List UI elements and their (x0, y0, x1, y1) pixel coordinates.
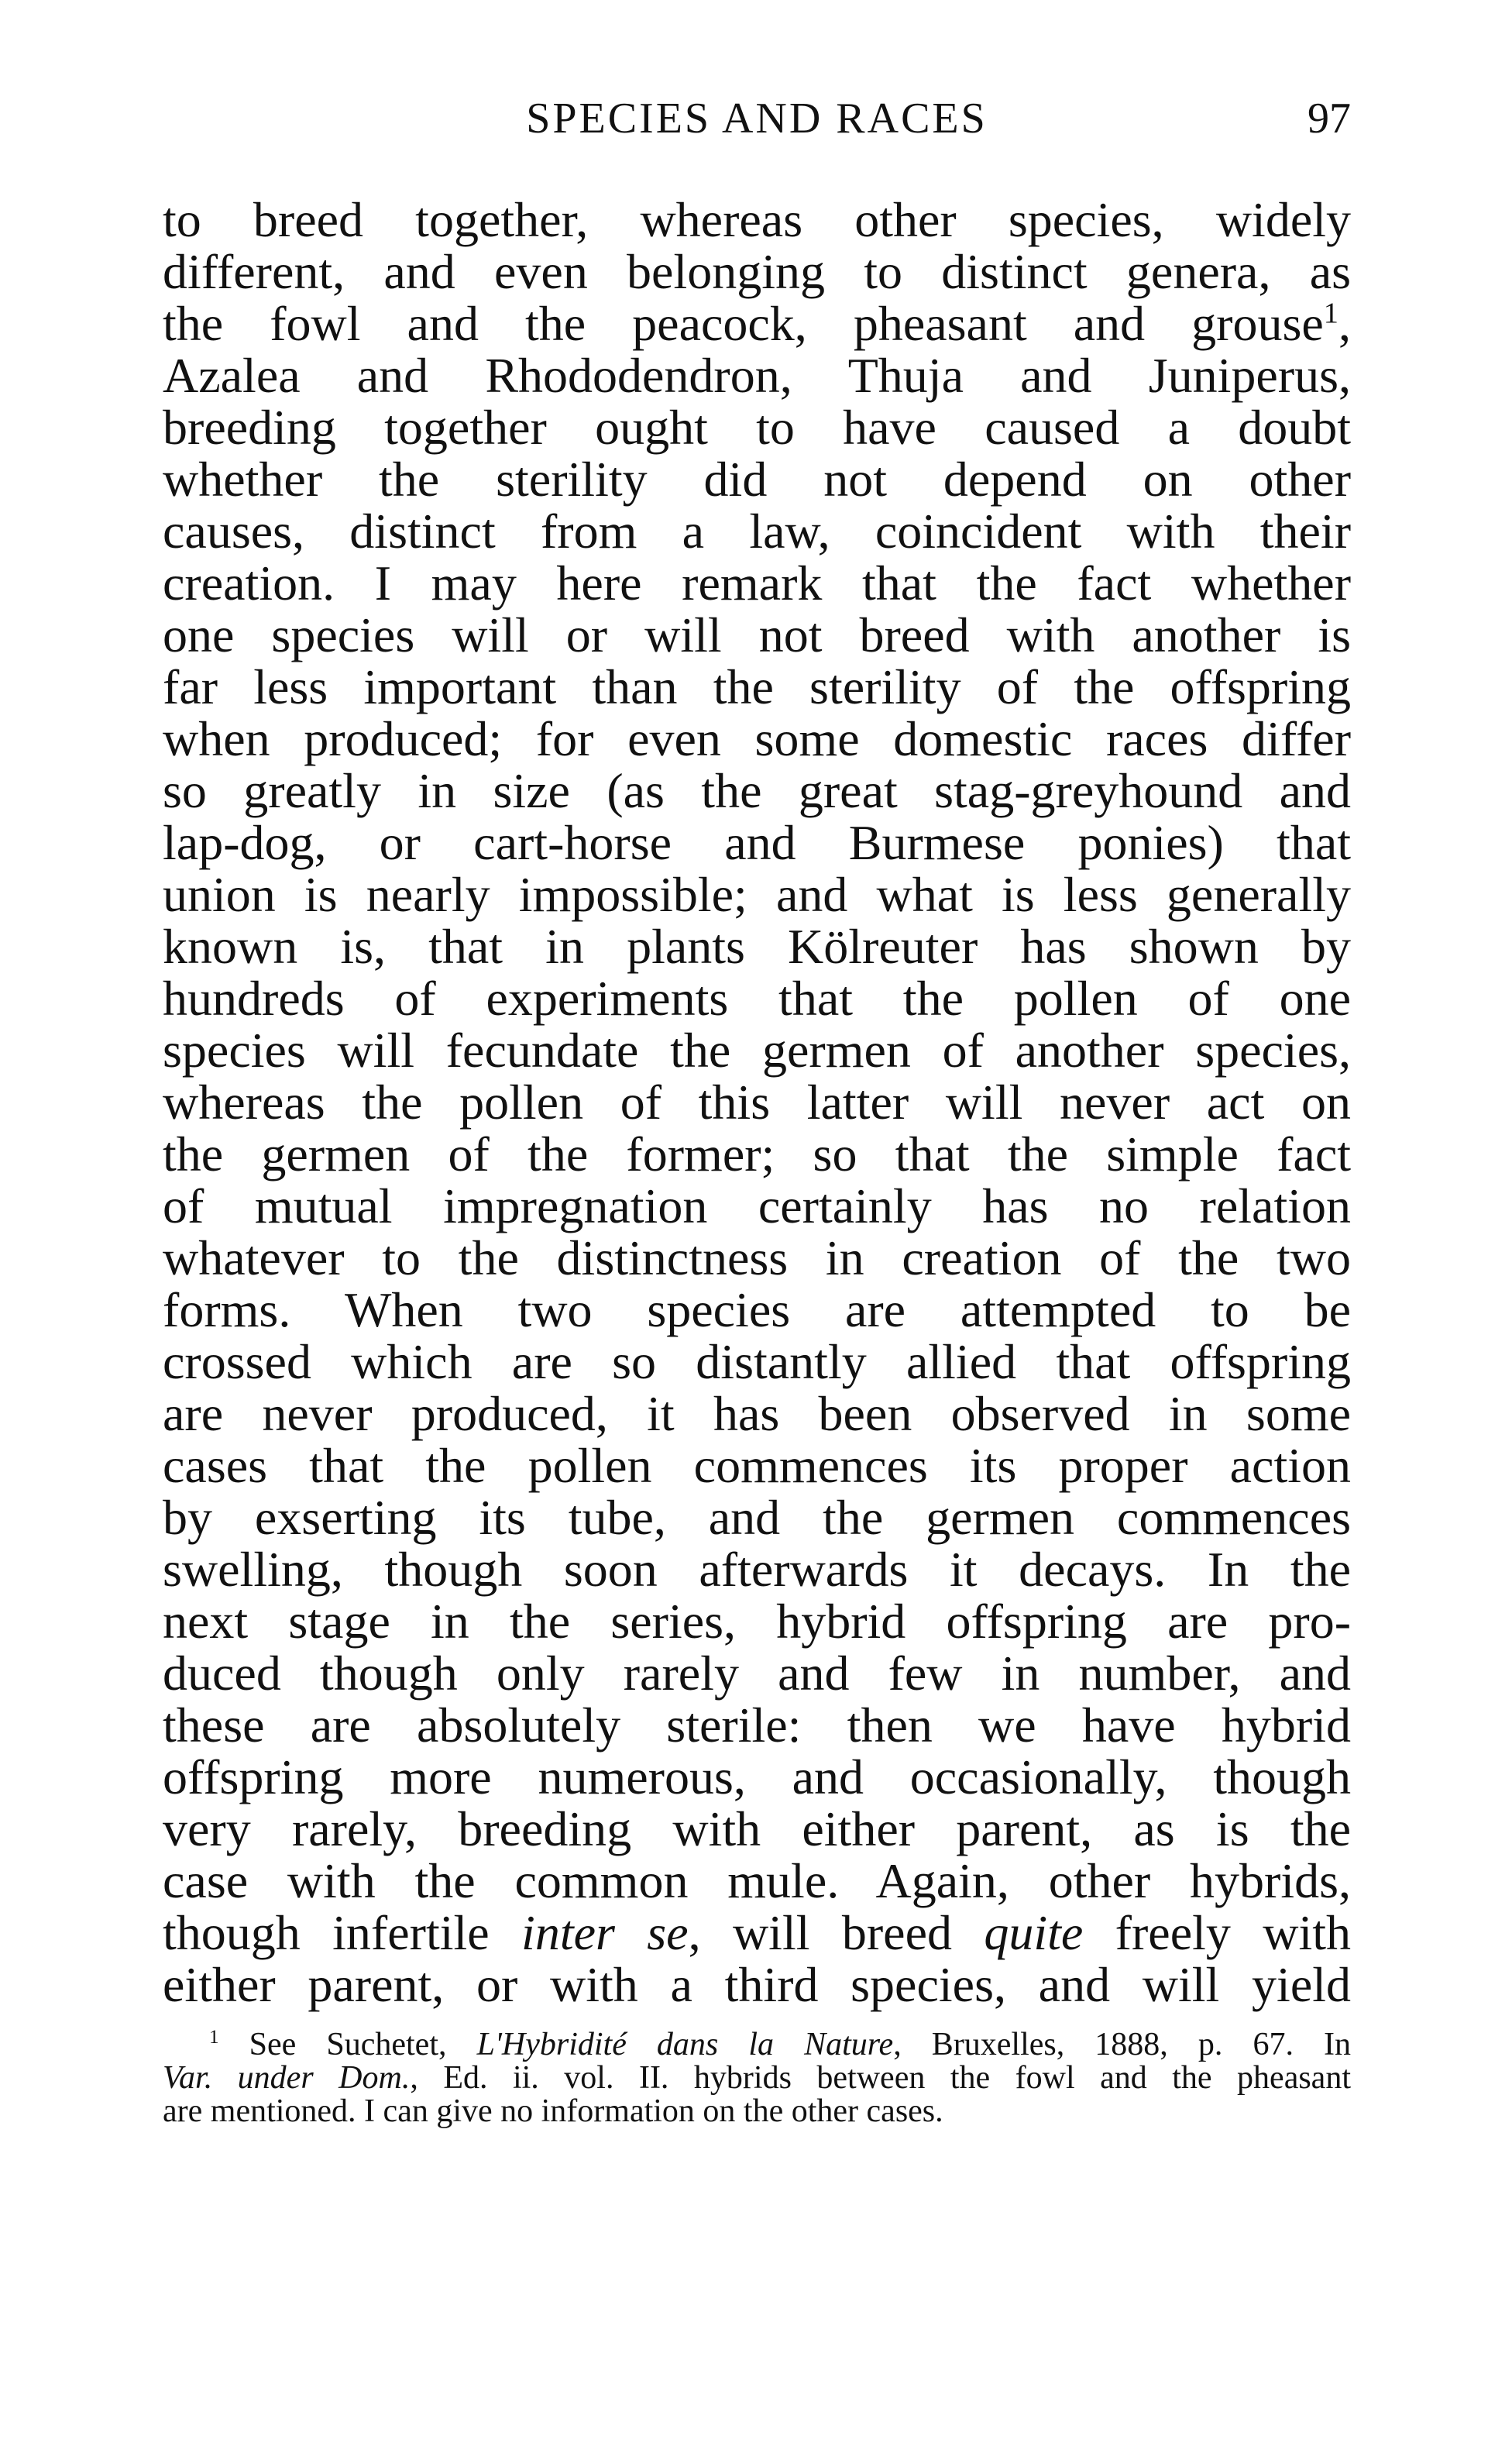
text-line: far less important than the sterility of the offspring (163, 659, 1351, 714)
footnote-line (163, 2062, 1351, 2095)
footnote-ref[interactable]: 1 (1323, 297, 1338, 330)
text-line-with-italics (163, 1907, 1351, 1959)
footnotes (163, 2028, 1351, 2128)
text-line-with-footnote-ref (163, 298, 1351, 349)
text-line: the germen of the former; so that the simple fact (163, 1127, 1351, 1182)
body-text (163, 194, 1351, 2011)
footnote-title: Var. under Dom. (163, 2060, 411, 2096)
text-line: case with the common mule. Again, other hybrids, (163, 1853, 1351, 1908)
text-line: to breed together, whereas other species, widely (163, 192, 1351, 247)
text-line: known is, that in plants Kölreuter has shown by (163, 919, 1351, 974)
running-title: SPECIES AND RACES (526, 95, 988, 143)
italic-phrase: inter se (521, 1905, 689, 1960)
text-line: one species will or will not breed with another is (163, 607, 1351, 662)
text-line: by exserting its tube, and the germen commences (163, 1490, 1351, 1545)
text-line: Azalea and Rhododendron, Thuja and Juniperus, (163, 348, 1351, 403)
text-line: offspring more numerous, and occasionally, though (163, 1749, 1351, 1804)
text-line: causes, distinct from a law, coincident with their (163, 504, 1351, 559)
text-line: when produced; for even some domestic races differ (163, 711, 1351, 766)
text-line: creation. I may here remark that the fact whether (163, 556, 1351, 611)
text-line: species will fecundate the germen of another species, (163, 1023, 1351, 1078)
footnote-marker: 1 (209, 2027, 219, 2048)
text-line: swelling, though soon afterwards it decays. In the (163, 1542, 1351, 1597)
text-line: very rarely, breeding with either parent, as is the (163, 1801, 1351, 1856)
footnote-text: , Bruxelles, 1888, p. 67. In (893, 2027, 1351, 2062)
footnote-title: L'Hybridité dans la Nature (476, 2027, 894, 2062)
footnote-line (163, 2028, 1351, 2062)
running-head (163, 84, 1351, 153)
text-line: next stage in the series, hybrid offspring are pro- (163, 1594, 1351, 1649)
footnote-text: , Ed. ii. vol. II. hybrids between the fowl and the pheasant (410, 2060, 1351, 2096)
text-line: crossed which are so distantly allied that offspring (163, 1334, 1351, 1389)
line-text: freely with (1083, 1905, 1352, 1960)
page-number: 97 (1308, 95, 1351, 143)
text-line: breeding together ought to have caused a doubt (163, 400, 1351, 455)
text-line: of mutual impregnation certainly has no relation (163, 1178, 1351, 1233)
text-line: so greatly in size (as the great stag-greyhound and (163, 763, 1351, 818)
footnote-text: See Suchetet, (218, 2027, 477, 2062)
line-text: the fowl and the peacock, pheasant and grouse (163, 296, 1324, 351)
line-text: , will breed (688, 1905, 985, 1960)
punctuation: , (1338, 296, 1351, 351)
footnote-line: are mentioned. I can give no information on the other cases. (163, 2093, 943, 2129)
text-line: hundreds of experiments that the pollen of one (163, 971, 1351, 1026)
text-line: whereas the pollen of this latter will never act on (163, 1075, 1351, 1130)
text-line: different, and even belonging to distinct genera, as (163, 244, 1351, 299)
text-line: either parent, or with a third species, and will yield (163, 1957, 1351, 2012)
text-line: whatever to the distinctness in creation of the two (163, 1230, 1351, 1285)
text-line: these are absolutely sterile: then we have hybrid (163, 1698, 1351, 1753)
text-line: cases that the pollen commences its proper action (163, 1438, 1351, 1493)
text-line: duced though only rarely and few in number, and (163, 1646, 1351, 1701)
line-text: though infertile (163, 1905, 522, 1960)
italic-word: quite (984, 1905, 1084, 1960)
text-line: forms. When two species are attempted to be (163, 1282, 1351, 1337)
text-line: are never produced, it has been observed in some (163, 1386, 1351, 1441)
text-line: lap-dog, or cart-horse and Burmese ponies) that (163, 815, 1351, 870)
text-line: union is nearly impossible; and what is less generally (163, 867, 1351, 922)
text-line: whether the sterility did not depend on other (163, 452, 1351, 507)
